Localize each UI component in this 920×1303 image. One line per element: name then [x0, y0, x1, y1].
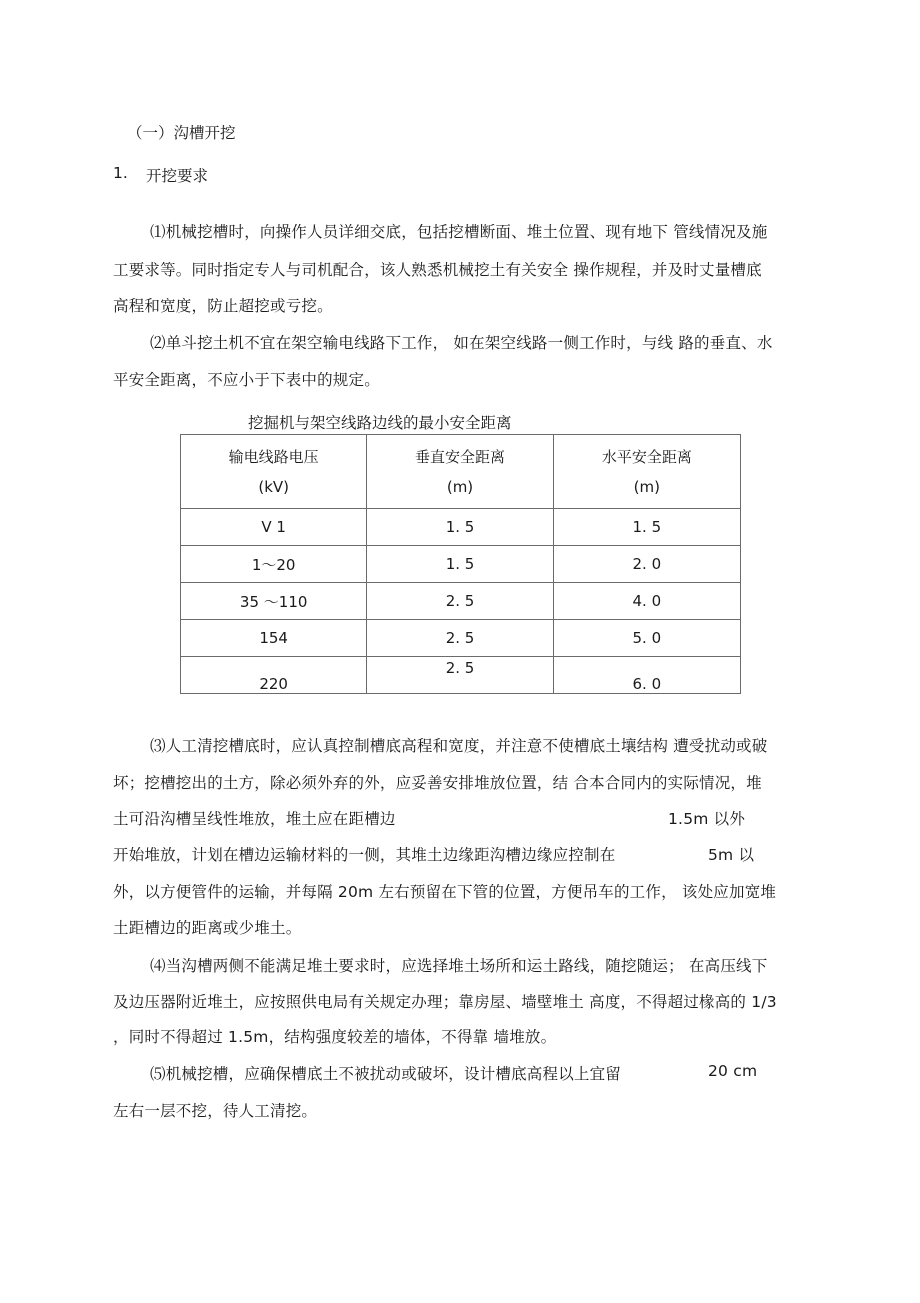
- table-cell: 1. 5: [367, 509, 553, 546]
- paragraph-line: 高程和宽度，防止超挖或亏挖。: [113, 297, 333, 315]
- table-cell: 1. 5: [553, 509, 740, 546]
- header-cell: [553, 435, 740, 509]
- table-cell: 1. 5: [367, 546, 553, 583]
- table-cell: 1〜20: [181, 546, 367, 583]
- table-row: [181, 546, 741, 583]
- paragraph-line: ⑸机械挖槽，应确保槽底土不被扰动或破坏，设计槽底高程以上宜留: [150, 1065, 622, 1083]
- paragraph-line: ，同时不得超过 1.5m，结构强度较差的墙体，不得靠 墙堆放。: [113, 1028, 557, 1046]
- header-cell: [181, 435, 367, 509]
- cell-text: 220: [259, 675, 288, 693]
- subsection-number: 1.: [113, 164, 128, 182]
- paragraph-line: 及边压器附近堆土，应按照供电局有关规定办理；靠房屋、墙壁堆土 高度，不得超过椽高的 1/3: [113, 993, 777, 1011]
- table-cell: 35 〜110: [181, 583, 367, 620]
- table-cell: [553, 657, 740, 694]
- table-cell: [181, 657, 367, 694]
- safety-distance-table: [180, 434, 741, 694]
- cell-text: 2. 5: [445, 659, 475, 677]
- header-unit: (m): [446, 477, 474, 496]
- table-cell: 2. 0: [553, 546, 740, 583]
- header-name: 垂直安全距离: [415, 447, 506, 466]
- paragraph-line: 坏；挖槽挖出的土方，除必须外弃的外，应妥善安排堆放位置，结 合本合同内的实际情况，堆: [113, 774, 762, 792]
- header-name: 水平安全距离: [601, 447, 692, 466]
- table-row: [181, 620, 741, 657]
- paragraph-line: 土可沿沟槽呈线性堆放，堆土应在距槽边: [113, 810, 396, 828]
- cell-text: 6. 0: [632, 675, 662, 693]
- paragraph-line: 工要求等。同时指定专人与司机配合，该人熟悉机械挖土有关安全 操作规程，并及时丈量槽底: [113, 261, 762, 279]
- paragraph-line: 1.5m 以外: [668, 810, 746, 828]
- paragraph-line: ⑴机械挖槽时，向操作人员详细交底，包括挖槽断面、堆土位置、现有地下 管线情况及施: [150, 223, 768, 241]
- header-unit: (m): [633, 477, 660, 496]
- table-cell: 5. 0: [553, 620, 740, 657]
- paragraph-line: 开始堆放，计划在槽边运输材料的一侧，其堆土边缘距沟槽边缘应控制在: [113, 846, 616, 864]
- paragraph-line: 平安全距离，不应小于下表中的规定。: [113, 371, 380, 389]
- paragraph-line: 左右一层不挖，待人工清挖。: [113, 1102, 318, 1120]
- paragraph-line: ⑷当沟槽两侧不能满足堆土要求时，应选择堆土场所和运土路线，随挖随运； 在高压线下: [150, 957, 768, 975]
- table-row: [181, 509, 741, 546]
- table-cell: 2. 5: [367, 583, 553, 620]
- paragraph-line: ⑶人工清挖槽底时，应认真控制槽底高程和宽度，并注意不使槽底土壤结构 遭受扰动或破: [150, 737, 768, 755]
- paragraph-line: ⑵单斗挖土机不宜在架空输电线路下工作， 如在架空线路一侧工作时，与线 路的垂直、水: [150, 334, 773, 352]
- paragraph-line: 5m 以: [708, 846, 755, 864]
- header-unit: (kV): [258, 477, 289, 496]
- section-title: （一）沟槽开挖: [127, 124, 236, 142]
- table-cell: 4. 0: [553, 583, 740, 620]
- table-cell: 154: [181, 620, 367, 657]
- table-caption: 挖掘机与架空线路边线的最小安全距离: [248, 414, 512, 432]
- table-cell: V 1: [181, 509, 367, 546]
- table-header-row: [181, 435, 741, 509]
- paragraph-line: 外，以方便管件的运输，并每隔 20m 左右预留在下管的位置，方便吊车的工作， 该处应加宽堆: [113, 883, 777, 901]
- header-cell: [367, 435, 553, 509]
- table-cell: [367, 657, 553, 694]
- table-row: [181, 583, 741, 620]
- table-row: [181, 657, 741, 694]
- header-name: 输电线路电压: [228, 447, 319, 466]
- paragraph-line: 土距槽边的距离或少堆土。: [113, 919, 302, 937]
- table-cell: 2. 5: [367, 620, 553, 657]
- paragraph-line: 20 cm: [708, 1062, 758, 1080]
- subsection-title: 开挖要求: [146, 167, 209, 185]
